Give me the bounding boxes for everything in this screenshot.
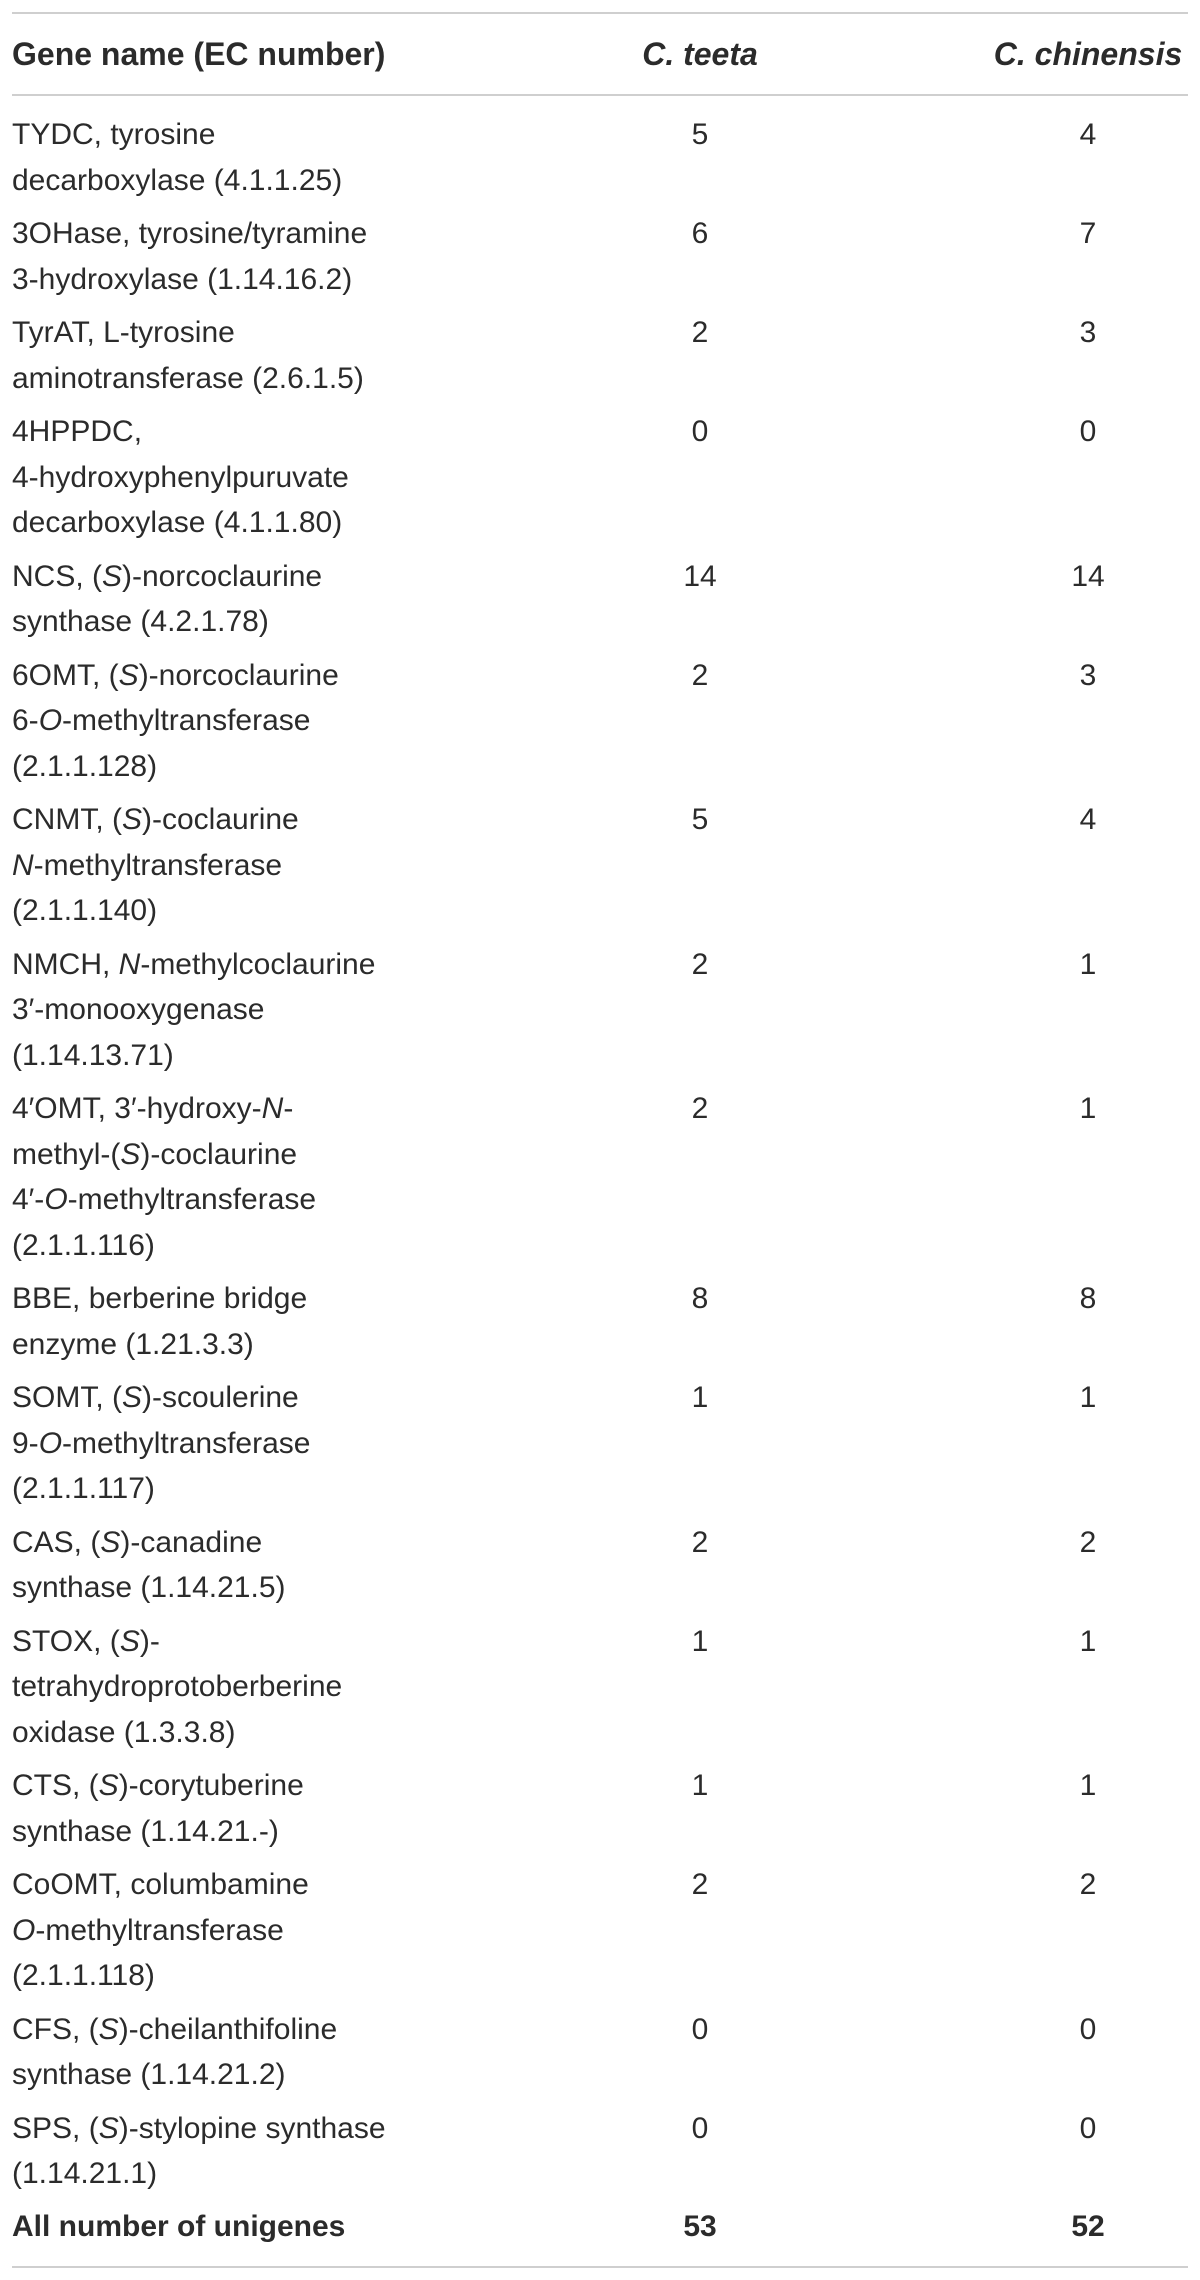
gene-name-line: aminotransferase (2.6.1.5)	[12, 361, 364, 395]
table-row	[12, 554, 1188, 645]
gene-name-cell	[12, 1086, 452, 1268]
c-teeta-count: 2	[691, 658, 709, 692]
gene-name-line: TYDC, tyrosine	[12, 118, 216, 151]
gene-name-line: 4′OMT, 3′-hydroxy-N-	[12, 1092, 294, 1125]
c-chinensis-count: 2	[1079, 1525, 1097, 1559]
gene-name-line: (2.1.1.118)	[12, 1959, 155, 1992]
gene-name-cell	[12, 310, 452, 401]
c-teeta-count: 1	[691, 1624, 709, 1658]
gene-name-line: (1.14.13.71)	[12, 1038, 174, 1072]
c-teeta-count: 2	[691, 947, 709, 981]
row-spacer	[12, 1268, 1188, 1276]
gene-name-line: CoOMT, columbamine	[12, 1868, 309, 1901]
row-spacer	[12, 1367, 1188, 1375]
gene-name-line: CAS, (S)-canadine	[12, 1525, 263, 1559]
c-teeta-count: 8	[691, 1282, 709, 1315]
c-teeta-count: 2	[691, 316, 709, 349]
c-teeta-count: 14	[683, 559, 717, 593]
table-row	[12, 310, 1188, 401]
row-spacer	[12, 645, 1188, 653]
c-chinensis-count: 2	[1079, 1868, 1097, 1901]
gene-name-line: CFS, (S)-cheilanthifoline	[12, 2012, 338, 2046]
table-row	[12, 653, 1188, 790]
table-top-rule	[12, 12, 1188, 14]
c-chinensis-count: 14	[1071, 559, 1105, 593]
gene-name-line: SOMT, (S)-scoulerine	[12, 1381, 299, 1414]
c-teeta-count: 2	[691, 1868, 709, 1901]
gene-name-line: decarboxylase (4.1.1.80)	[12, 506, 343, 539]
gene-name-line: NMCH, N-methylcoclaurine	[12, 947, 376, 981]
row-spacer	[12, 1854, 1188, 1862]
c-teeta-count: 1	[691, 1381, 709, 1414]
gene-name-line: 6-O-methyltransferase	[12, 704, 311, 737]
c-chinensis-count: 1	[1079, 1381, 1097, 1414]
gene-name-cell	[12, 1619, 452, 1756]
gene-name-line: synthase (1.14.21.2)	[12, 2058, 286, 2091]
gene-name-cell	[12, 211, 452, 302]
c-teeta-count: 2	[691, 1525, 709, 1559]
row-spacer	[12, 1078, 1188, 1086]
c-teeta-count: 5	[691, 118, 709, 151]
gene-name-cell	[12, 653, 452, 790]
gene-name-line: (2.1.1.117)	[12, 1472, 155, 1505]
row-spacer	[12, 1611, 1188, 1619]
header-c-teeta-label: C. teeta	[642, 36, 758, 72]
gene-name-cell	[12, 112, 452, 203]
gene-name-line: synthase (1.14.21.-)	[12, 1814, 279, 1848]
c-chinensis-count: 1	[1079, 1624, 1097, 1658]
row-spacer	[12, 1512, 1188, 1520]
table-row	[12, 1763, 1188, 1854]
total-label: All number of unigenes	[12, 2210, 346, 2243]
table-row	[12, 1520, 1188, 1611]
table-row	[12, 1375, 1188, 1512]
gene-name-line: tetrahydroprotoberberine	[12, 1670, 343, 1703]
gene-name-cell	[12, 409, 452, 546]
row-spacer	[12, 546, 1188, 554]
gene-name-line: 4HPPDC,	[12, 415, 143, 448]
gene-name-line: (2.1.1.140)	[12, 894, 158, 927]
table-row	[12, 1862, 1188, 1999]
gene-name-line: 3′-monooxygenase	[12, 993, 265, 1026]
gene-name-cell	[12, 2007, 452, 2098]
row-spacer	[12, 203, 1188, 211]
gene-name-line: CNMT, (S)-coclaurine	[12, 803, 299, 836]
table-row	[12, 1619, 1188, 1756]
c-chinensis-count: 0	[1079, 2111, 1097, 2145]
gene-name-line: TyrAT, L-tyrosine	[12, 316, 235, 349]
row-spacer	[12, 789, 1188, 797]
row-spacer	[12, 934, 1188, 942]
table-bottom-rule	[12, 2266, 1188, 2268]
gene-name-cell	[12, 1375, 452, 1512]
c-chinensis-count: 0	[1079, 2012, 1097, 2046]
gene-name-line: decarboxylase (4.1.1.25)	[12, 163, 343, 197]
gene-name-line: methyl-(S)-coclaurine	[12, 1137, 298, 1171]
total-c-teeta: 53	[683, 2210, 717, 2243]
table-row	[12, 2007, 1188, 2098]
gene-name-line: STOX, (S)-	[12, 1624, 160, 1658]
gene-name-cell	[12, 1862, 452, 1999]
gene-name-line: 6OMT, (S)-norcoclaurine	[12, 658, 339, 692]
c-chinensis-count: 0	[1079, 415, 1097, 448]
c-teeta-count: 6	[691, 217, 709, 250]
gene-name-cell	[12, 1520, 452, 1611]
c-chinensis-count: 1	[1079, 1769, 1097, 1802]
c-chinensis-count: 7	[1079, 217, 1097, 250]
gene-name-cell	[12, 1276, 452, 1367]
gene-name-line: NCS, (S)-norcoclaurine	[12, 559, 323, 593]
c-chinensis-count: 1	[1079, 1092, 1097, 1125]
c-chinensis-count: 3	[1079, 316, 1097, 349]
table-row	[12, 409, 1188, 546]
gene-name-line: SPS, (S)-stylopine synthase	[12, 2111, 386, 2145]
gene-name-line: N-methyltransferase	[12, 848, 283, 882]
gene-name-line: 9-O-methyltransferase	[12, 1426, 311, 1460]
header-c-chinensis-label: C. chinensis	[993, 36, 1183, 72]
gene-name-cell	[12, 554, 452, 645]
table-row	[12, 2106, 1188, 2197]
gene-name-line: 4′-O-methyltransferase	[12, 1183, 317, 1216]
gene-name-line: CTS, (S)-corytuberine	[12, 1769, 304, 1802]
c-teeta-count: 2	[691, 1092, 709, 1125]
c-teeta-count: 0	[691, 2111, 709, 2145]
gene-name-cell	[12, 2106, 452, 2197]
c-teeta-count: 0	[691, 2012, 709, 2046]
c-chinensis-count: 1	[1079, 947, 1097, 981]
gene-name-line: (1.14.21.1)	[12, 2157, 158, 2190]
gene-name-cell	[12, 942, 452, 1079]
row-spacer	[12, 1999, 1188, 2007]
table-row	[12, 1086, 1188, 1268]
gene-name-line: 3OHase, tyrosine/tyramine	[12, 217, 368, 250]
table-row	[12, 1276, 1188, 1367]
gene-name-cell	[12, 797, 452, 934]
c-teeta-count: 0	[691, 415, 709, 448]
gene-name-line: (2.1.1.128)	[12, 749, 158, 783]
header-rule	[12, 94, 1188, 96]
gene-name-line: (2.1.1.116)	[12, 1228, 155, 1262]
table-body	[12, 112, 1188, 2205]
gene-name-cell	[12, 1763, 452, 1854]
header-gene-name: Gene name (EC number)	[12, 36, 386, 72]
gene-name-line: enzyme (1.21.3.3)	[12, 1327, 254, 1361]
gene-name-line: BBE, berberine bridge	[12, 1282, 308, 1315]
row-spacer	[12, 2098, 1188, 2106]
gene-name-line: oxidase (1.3.3.8)	[12, 1715, 236, 1749]
c-teeta-count: 1	[691, 1769, 709, 1802]
total-c-chinensis: 52	[1071, 2210, 1105, 2243]
c-chinensis-count: 3	[1079, 658, 1097, 692]
gene-name-line: synthase (1.14.21.5)	[12, 1571, 286, 1604]
table-row	[12, 112, 1188, 203]
c-teeta-count: 5	[691, 803, 709, 836]
row-spacer	[12, 401, 1188, 409]
gene-name-line: 4-hydroxyphenylpuruvate	[12, 460, 349, 494]
total-row	[12, 2204, 1188, 2250]
table-row	[12, 942, 1188, 1079]
gene-name-line: synthase (4.2.1.78)	[12, 605, 269, 638]
row-spacer	[12, 1755, 1188, 1763]
gene-name-line: O-methyltransferase	[12, 1913, 284, 1947]
row-spacer	[12, 302, 1188, 310]
c-chinensis-count: 4	[1079, 118, 1097, 151]
c-chinensis-count: 8	[1079, 1282, 1097, 1315]
gene-name-line: 3-hydroxylase (1.14.16.2)	[12, 262, 353, 296]
c-chinensis-count: 4	[1079, 803, 1097, 836]
table-row	[12, 211, 1188, 302]
table-row	[12, 797, 1188, 934]
